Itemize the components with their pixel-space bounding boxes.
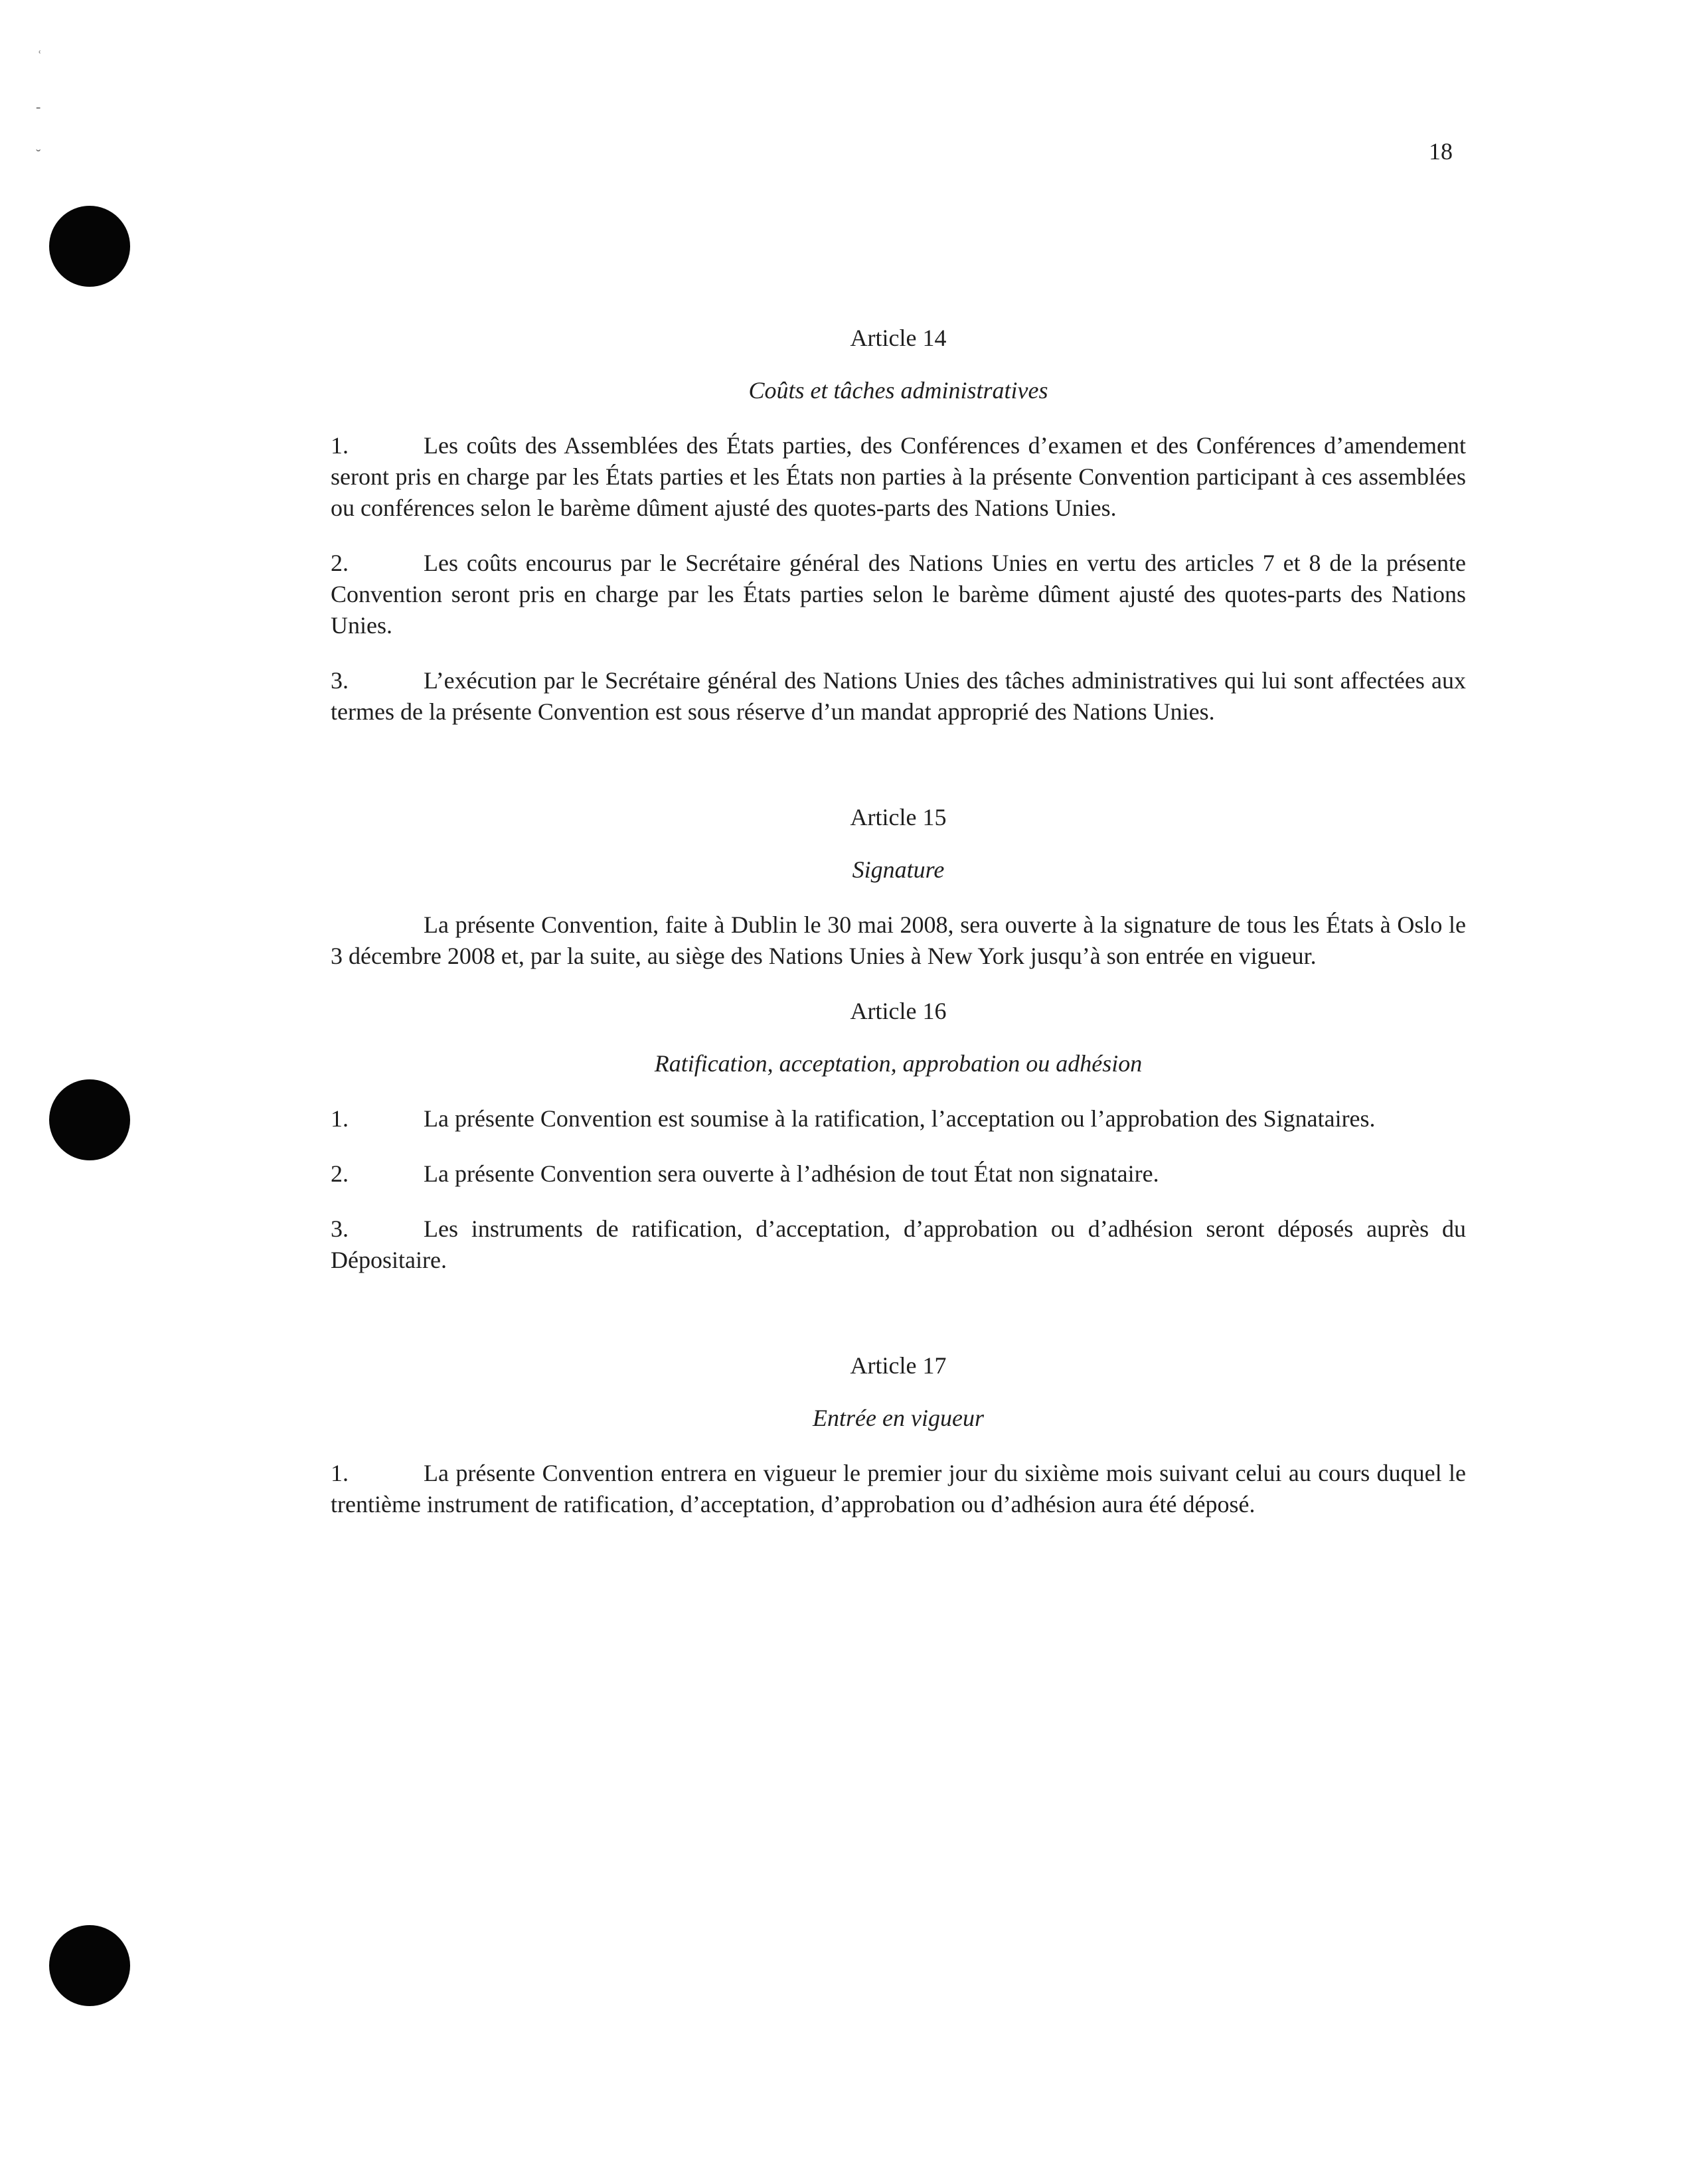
paragraph-number: 1. xyxy=(331,1460,349,1486)
article-title: Article 16 xyxy=(850,998,947,1024)
article-paragraph xyxy=(331,1158,1466,1190)
article-paragraph xyxy=(331,665,1466,728)
page-number: 18 xyxy=(1429,138,1453,165)
article-title: Article 15 xyxy=(850,804,947,830)
article-subtitle: Ratification, acceptation, approbation ou adhésion xyxy=(654,1050,1143,1077)
paragraph-number: 2. xyxy=(331,550,349,576)
punch-hole xyxy=(49,1925,130,2006)
paragraph-text: Les instruments de ratification, d’acceptation, d’approbation ou d’adhésion seront déposés auprès du Dépositaire. xyxy=(331,1215,1466,1273)
article-subtitle: Entrée en vigueur xyxy=(813,1405,984,1431)
paragraph-text: Les coûts encourus par le Secrétaire général des Nations Unies en vertu des articles 7 et 8 de la présente Convention seront pris en charge par les États parties selon le barème dûment ajusté des quotes-parts des Nations Unies. xyxy=(331,550,1466,639)
article-paragraph xyxy=(331,430,1466,524)
article-16 xyxy=(331,996,1466,1276)
paragraph-text: La présente Convention est soumise à la ratification, l’acceptation ou l’approbation des Signataires. xyxy=(424,1105,1376,1132)
paragraph-text: Les coûts des Assemblées des États parties, des Conférences d’examen et des Conférences d’amendement seront pris en charge par les États parties et les États non parties à la présente Convention participant à ces assemblées ou conférences selon le barème dûment ajusté des quotes-parts des Nations Unies. xyxy=(331,432,1466,521)
article-paragraph xyxy=(331,548,1466,641)
paragraph-text: La présente Convention sera ouverte à l’adhésion de tout État non signataire. xyxy=(424,1160,1159,1187)
article-subtitle: Signature xyxy=(852,856,945,883)
article-paragraph xyxy=(331,1458,1466,1520)
paragraph-text: L’exécution par le Secrétaire général des Nations Unies des tâches administratives qui lui sont affectées aux termes de la présente Convention est sous réserve d’un mandat approprié des Nations Unies. xyxy=(331,667,1466,725)
document-body xyxy=(331,323,1466,1544)
article-14 xyxy=(331,323,1466,728)
margin-mark: ʿ xyxy=(37,48,42,64)
paragraph-number: 3. xyxy=(331,667,349,694)
article-subtitle: Coûts et tâches administratives xyxy=(748,377,1048,404)
article-17 xyxy=(331,1350,1466,1520)
margin-mark: - xyxy=(36,98,41,115)
paragraph-number: 1. xyxy=(331,1105,349,1132)
article-title: Article 14 xyxy=(850,325,947,351)
article-paragraph xyxy=(331,1213,1466,1276)
paragraph-number: 2. xyxy=(331,1160,349,1187)
article-paragraph xyxy=(331,909,1466,972)
margin-mark: ˘ xyxy=(36,146,41,163)
punch-hole xyxy=(49,206,130,287)
article-paragraph xyxy=(331,1103,1466,1134)
paragraph-number: 3. xyxy=(331,1215,349,1242)
article-title: Article 17 xyxy=(850,1352,947,1379)
paragraph-number: 1. xyxy=(331,432,349,459)
paragraph-text: La présente Convention, faite à Dublin le 30 mai 2008, sera ouverte à la signature de tous les États à Oslo le 3 décembre 2008 et, par la suite, au siège des Nations Unies à New York jusqu’à son entrée en vigueur. xyxy=(331,911,1466,969)
paragraph-text: La présente Convention entrera en vigueur le premier jour du sixième mois suivant celui au cours duquel le trentième instrument de ratification, d’acceptation, d’approbation ou d’adhésion aura été déposé. xyxy=(331,1460,1466,1518)
punch-hole xyxy=(49,1079,130,1160)
article-15 xyxy=(331,802,1466,972)
